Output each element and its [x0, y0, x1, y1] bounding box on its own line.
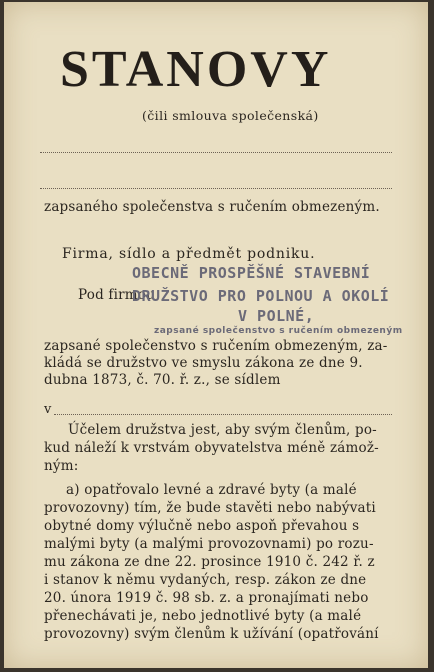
blank-fill-line-1 — [40, 152, 392, 153]
paragraph3-line-7: 20. února 1919 č. 98 sb. z. a pronajímati nebo — [44, 590, 369, 606]
document-title: STANOVY — [60, 41, 332, 98]
blank-fill-line-2 — [40, 188, 392, 189]
paragraph3-line-1: a) opatřovalo levné a zdravé byty (a malé — [66, 482, 357, 498]
stamp-line-3: V POLNÉ, — [238, 307, 315, 325]
paragraph2-line-1: Účelem družstva jest, aby svým členům, po- — [68, 422, 377, 438]
paragraph3-line-5: mu zákona ze dne 22. prosince 1910 č. 242 ř. z — [44, 554, 375, 570]
paragraph1-line-3: dubna 1873, č. 70. ř. z., se sídlem — [44, 372, 281, 388]
paragraph2-line-3: ným: — [44, 458, 79, 474]
paragraph3-line-2: provozovny) tím, že bude stavěti nebo nabývati — [44, 500, 376, 516]
paragraph2-line-2: kud náleží k vrstvám obyvatelstva méně zámož- — [44, 440, 379, 456]
paragraph3-line-3: obytné domy výlučně nebo aspoň převahou s — [44, 518, 360, 534]
document-page — [4, 2, 428, 668]
section-heading: Firma, sídlo a předmět podniku. — [62, 246, 316, 262]
v-label: v — [44, 402, 52, 417]
registered-line: zapsaného společenstva s ručením obmezeným. — [44, 199, 380, 215]
paragraph3-line-4: malými byty (a malými provozovnami) po rozu- — [44, 536, 374, 552]
paragraph3-line-9: provozovny) svým členům k užívání (opatřování — [44, 626, 379, 642]
paragraph3-line-8: přenechávati je, nebo jednotlivé byty (a malé — [44, 608, 362, 624]
stamp-line-1: OBECNĚ PROSPĚŠNÉ STAVEBNÍ — [132, 264, 371, 282]
firm-label: Pod firmou — [78, 287, 155, 303]
stamp-line-4: zapsané společenstvo s ručením obmezeným — [154, 326, 403, 336]
paragraph1-line-1: zapsané společenstvo s ručením obmezeným, za- — [44, 338, 388, 354]
paragraph3-line-6: i stanov k němu vydaných, resp. zákon ze dne — [44, 572, 367, 588]
document-subtitle: (čili smlouva společenská) — [142, 108, 319, 123]
stamp-line-2: DRUŽSTVO PRO POLNOU A OKOLÍ — [132, 287, 390, 305]
paragraph1-line-2: kládá se družstvo ve smyslu zákona ze dne 9. — [44, 355, 363, 371]
blank-fill-line-3 — [54, 414, 392, 415]
